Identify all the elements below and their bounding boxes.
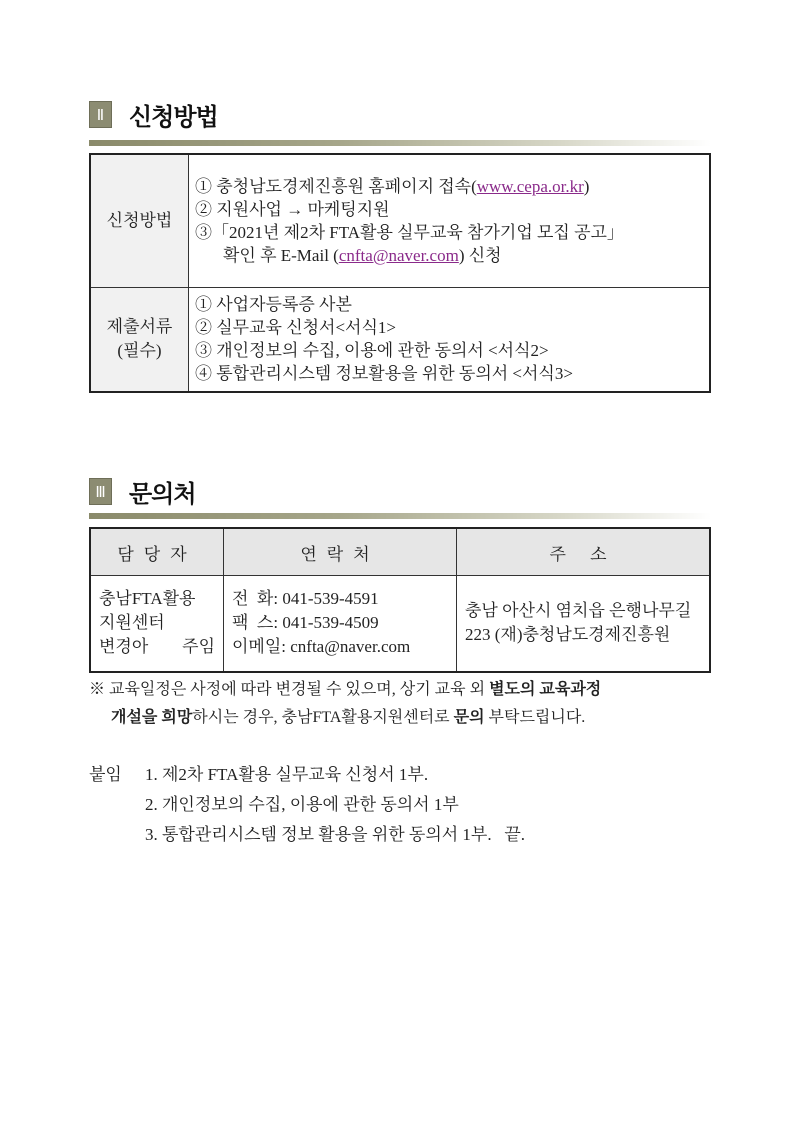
field-label: 전 화: [232,589,279,609]
note-text: 부탁드립니다. [484,709,586,726]
column-header: 주 소 [457,528,711,576]
note-emphasis: 개설을 희망 [111,709,193,726]
attachments-label: 붙임 [89,765,122,784]
item-text: 충청남도경제진흥원 홈페이지 접속( [216,176,477,196]
row-label: 신청방법 [90,154,189,287]
item-text: 통합관리시스템 정보활용을 위한 동의서 <서식3> [216,364,573,384]
fax [232,611,448,635]
note-text: 교육일정은 사정에 따라 변경될 수 있으며, 상기 교육 외 [109,681,490,698]
phone [232,587,448,611]
item-text: 사업자등록증 사본 [216,295,352,315]
contact-info-cell [224,576,457,672]
cell-text: 223 (재)충청남도경제진흥원 [465,625,671,645]
section-2-header [89,97,218,132]
section-title: 신청방법 [129,103,218,131]
table-row [90,576,710,672]
cell-text: 변경아 주임 [99,637,215,657]
cell-text: 충남FTA활용 [99,589,196,609]
item-text: 개인정보의 수집, 이용에 관한 동의서 <서식2> [216,341,549,361]
list-item [195,293,703,316]
note-emphasis: 별도의 교육과정 [489,681,602,698]
list-item [195,316,703,339]
cell-text: 충남 아산시 염치읍 은행나무길 [465,601,692,621]
required-documents-list [189,287,711,392]
section-divider [89,140,711,146]
item-text: 실무교육 신청서<서식1> [216,318,396,338]
item-number: ① [195,295,212,315]
note-text: 하시는 경우, 충남FTA활용지원센터로 [192,709,454,726]
row-label [90,287,189,392]
note-emphasis: 문의 [453,709,485,726]
label-text: (필수) [117,341,162,361]
section-title: 문의처 [129,480,196,508]
attachments [89,760,525,850]
list-item [195,198,703,221]
column-header: 담당자 [90,528,224,576]
contact-person-cell [90,576,224,672]
attachment-item: 3. 통합관리시스템 정보 활용을 위한 동의서 1부. 끝. [145,825,526,844]
field-value: 041-539-4591 [282,589,379,609]
item-text: ) 신청 [458,245,502,265]
label-text: 제출서류 [106,317,173,337]
item-text: 확인 후 E-Mail ( [223,245,339,265]
attachment-item: 1. 제2차 FTA활용 실무교육 신청서 1부. [145,765,429,784]
notice [89,676,719,732]
item-number: ① [195,176,212,196]
list-item [195,221,703,244]
item-text: ) [583,176,590,196]
item-text: 지원사업 → 마케팅지원 [216,199,390,219]
section-divider [89,513,711,519]
application-method-list [189,154,711,287]
item-text: 「2021년 제2차 FTA활용 실무교육 참가기업 모집 공고」 [212,222,624,242]
address-cell [457,576,711,672]
section-number-badge: Ⅱ [89,101,112,128]
reference-mark: ※ [89,681,106,698]
item-number: ④ [195,364,212,384]
item-number: ② [195,318,212,338]
contact-table [89,527,711,673]
email-link[interactable]: cnfta@naver.com [338,245,459,265]
application-table [89,153,711,393]
list-item [195,339,703,362]
list-item [195,244,703,267]
cell-text: 지원센터 [99,613,165,633]
column-header: 연락처 [224,528,457,576]
item-number: ③ [195,341,212,361]
section-3-header [89,474,196,509]
list-item [195,175,703,198]
table-row [90,154,710,287]
field-value: 041-539-4509 [282,613,379,633]
website-link[interactable]: www.cepa.or.kr [476,176,584,196]
item-number: ② [195,199,212,219]
attachment-item: 2. 개인정보의 수집, 이용에 관한 동의서 1부 [145,795,459,814]
table-header-row [90,528,710,576]
item-number: ③ [195,222,212,242]
field-value: cnfta@naver.com [290,637,411,657]
section-number-badge: Ⅲ [89,478,112,505]
field-label: 팩 스: [232,613,279,633]
email [232,635,448,659]
field-label: 이메일: [232,637,286,657]
list-item [195,362,703,385]
table-row [90,287,710,392]
